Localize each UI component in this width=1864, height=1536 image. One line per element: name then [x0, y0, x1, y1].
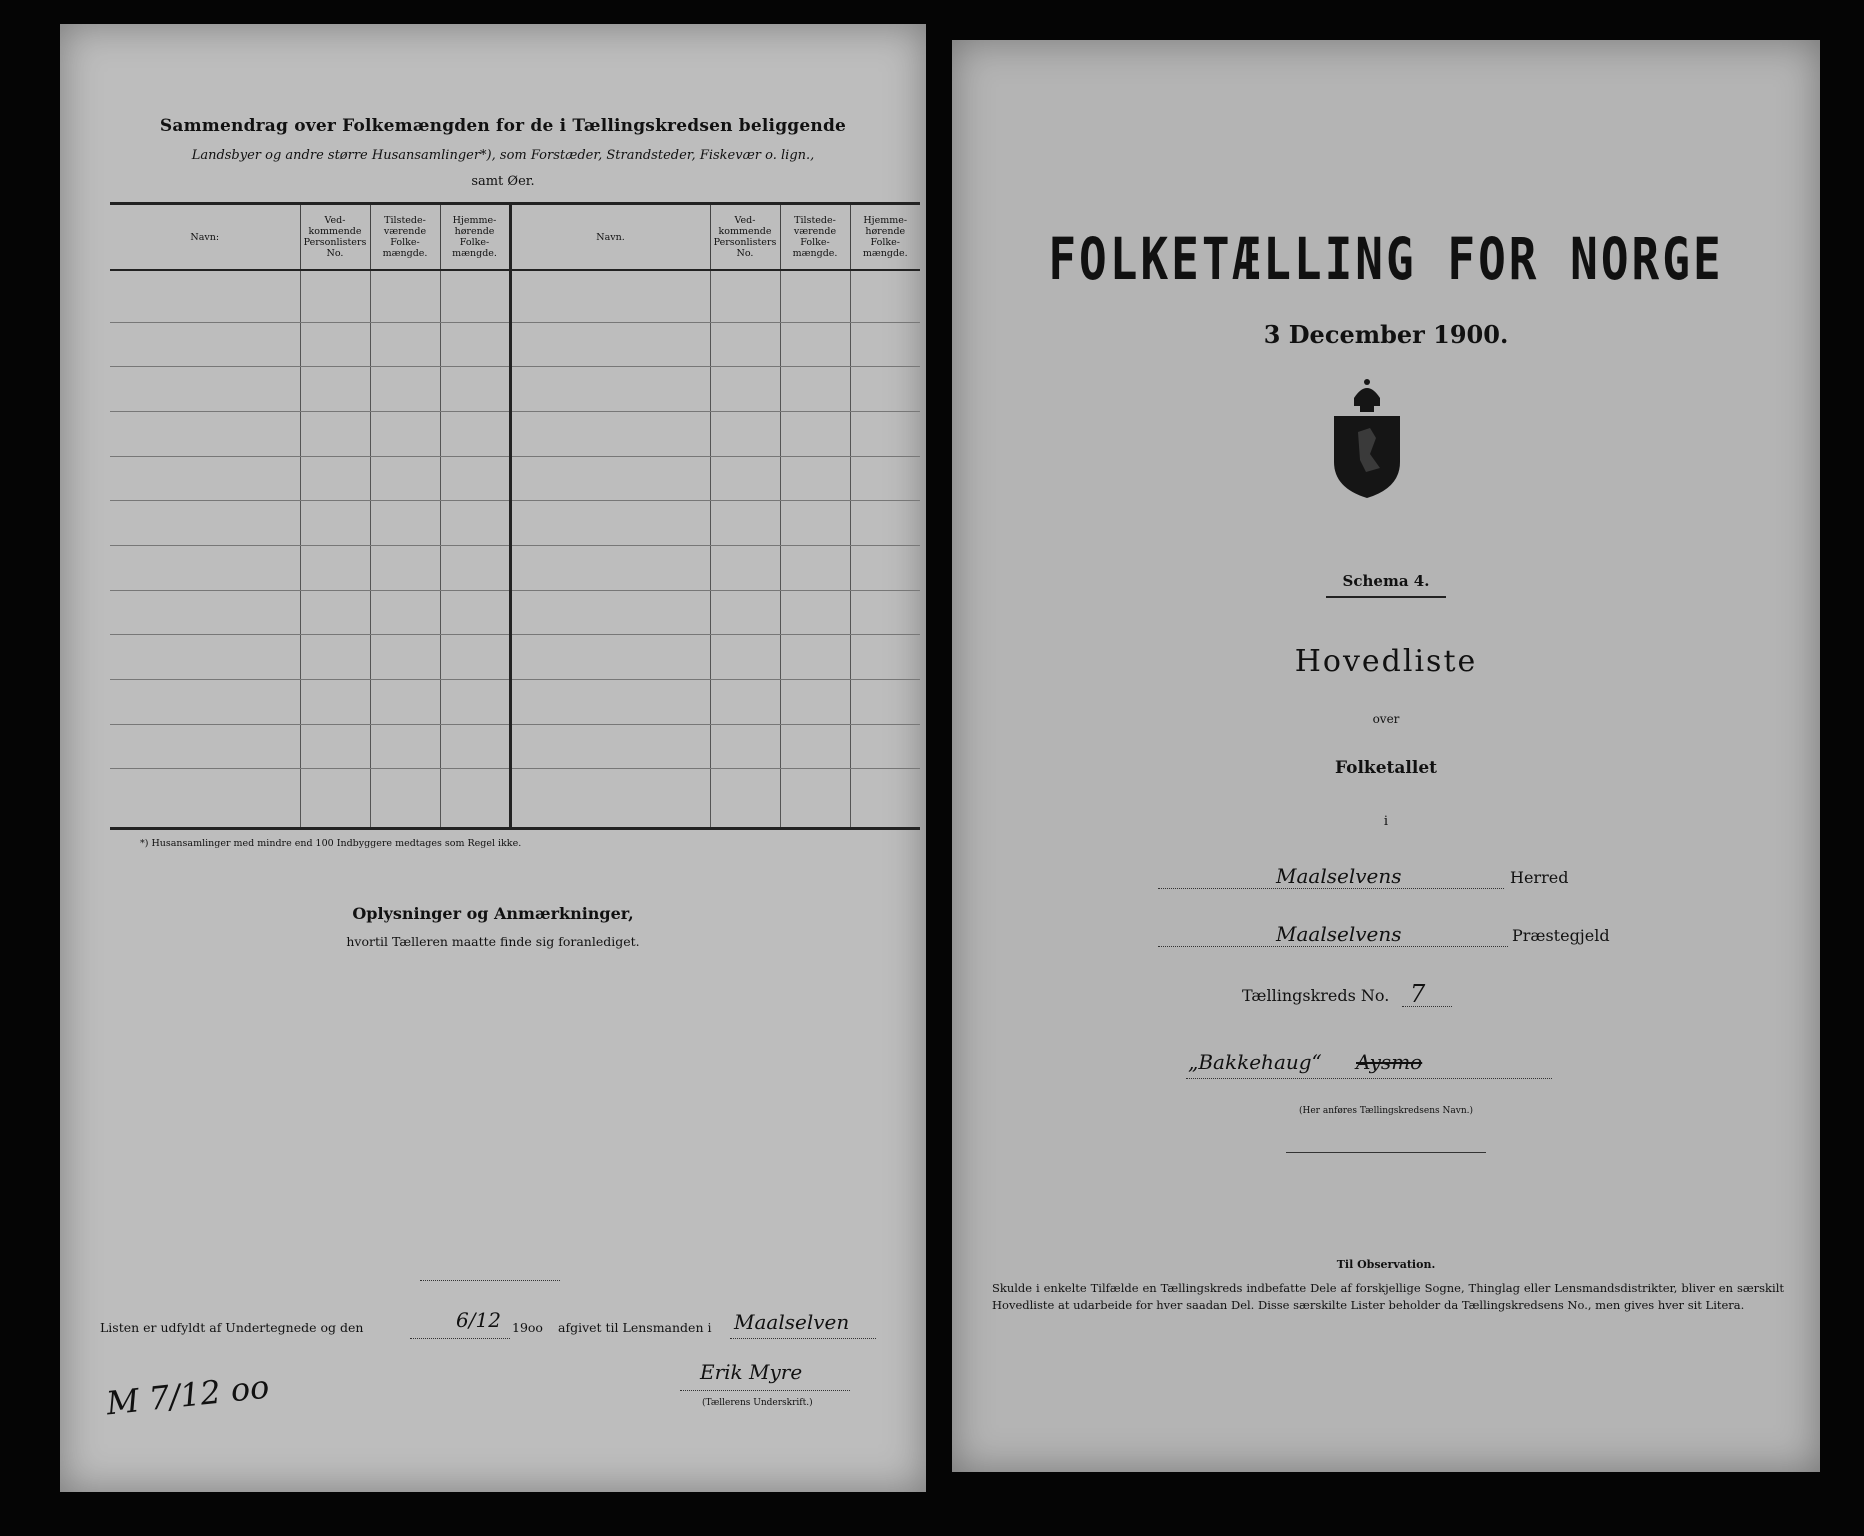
table-cell — [510, 270, 710, 322]
table-cell — [110, 456, 300, 501]
krets-number-dotline — [1402, 1006, 1452, 1007]
table-cell — [300, 501, 370, 546]
listen-prefix: Listen er udfyldt af Undertegnede og den — [100, 1320, 364, 1335]
table-cell — [300, 724, 370, 769]
census-date: 3 December 1900. — [1263, 320, 1509, 349]
table-cell — [510, 411, 710, 456]
table-cell — [510, 724, 710, 769]
table-row — [110, 724, 920, 769]
herred-row — [952, 864, 1820, 894]
table-cell — [370, 456, 440, 501]
table-cell — [850, 545, 920, 590]
table-cell — [300, 590, 370, 635]
header-personlisters-2: Ved-kommende Personlisters No. — [710, 204, 780, 271]
table-cell — [300, 456, 370, 501]
table-cell — [440, 456, 510, 501]
place-dotline — [730, 1338, 876, 1339]
table-cell — [780, 680, 850, 725]
herred-value: Maalselvens — [1276, 864, 1402, 888]
table-cell — [440, 322, 510, 367]
signature-dotline — [680, 1390, 850, 1391]
table-cell — [710, 367, 780, 412]
table-cell — [710, 270, 780, 322]
table-cell — [440, 411, 510, 456]
dotted-line — [420, 1280, 560, 1281]
table-cell — [370, 501, 440, 546]
table-cell — [300, 322, 370, 367]
observation-title: Til Observation. — [1336, 1258, 1436, 1271]
summary-subtitle: Landsbyer og andre større Husansamlinger*), som Forstæder, Strandsteder, Fiskevær o. lign., — [191, 148, 815, 163]
prestegjeld-label: Præstegjeld — [1512, 926, 1610, 945]
listen-date: 6/12 — [456, 1308, 501, 1332]
header-personlisters-1: Ved-kommende Personlisters No. — [300, 204, 370, 271]
table-row — [110, 367, 920, 412]
table-cell — [300, 680, 370, 725]
table-cell — [850, 411, 920, 456]
table-cell — [780, 590, 850, 635]
header-tilstede-2: Tilstede-værende Folke-mængde. — [780, 204, 850, 271]
table-body — [110, 270, 920, 829]
header-hjemme-2: Hjemme-hørende Folke-mængde. — [850, 204, 920, 271]
table-cell — [780, 635, 850, 680]
table-cell — [110, 322, 300, 367]
table-cell — [510, 456, 710, 501]
table-row — [110, 769, 920, 829]
table-cell — [110, 590, 300, 635]
table-cell — [850, 322, 920, 367]
herred-label: Herred — [1510, 868, 1569, 887]
table-cell — [850, 590, 920, 635]
krets-name-struck: Aysmo — [1356, 1050, 1423, 1074]
table-row — [110, 545, 920, 590]
listen-year: 19oo — [512, 1320, 543, 1335]
table-cell — [710, 322, 780, 367]
table-cell — [370, 769, 440, 829]
table-cell — [710, 501, 780, 546]
table-cell — [370, 322, 440, 367]
main-title: FOLKETÆLLING FOR NORGE — [1048, 225, 1724, 293]
table-cell — [510, 680, 710, 725]
schema-underline — [1326, 596, 1446, 598]
table-cell — [110, 680, 300, 725]
table-cell — [110, 501, 300, 546]
table-row — [110, 635, 920, 680]
listen-place: Maalselven — [734, 1310, 850, 1334]
over-label: over — [1372, 712, 1400, 726]
table-cell — [370, 590, 440, 635]
table-cell — [710, 411, 780, 456]
table-cell — [300, 635, 370, 680]
table-cell — [710, 724, 780, 769]
table-cell — [440, 769, 510, 829]
left-page — [60, 24, 926, 1492]
table-cell — [850, 635, 920, 680]
table-cell — [370, 270, 440, 322]
table-header-row — [110, 204, 920, 271]
table-cell — [780, 724, 850, 769]
herred-dotline — [1158, 888, 1504, 889]
table-cell — [710, 635, 780, 680]
table-cell — [440, 724, 510, 769]
right-page — [952, 40, 1820, 1472]
table-cell — [850, 501, 920, 546]
table-cell — [370, 367, 440, 412]
footnote: *) Husansamlinger med mindre end 100 Indbyggere medtages som Regel ikke. — [140, 838, 522, 849]
table-row — [110, 270, 920, 322]
table-cell — [510, 322, 710, 367]
table-cell — [110, 270, 300, 322]
table-cell — [440, 545, 510, 590]
table-row — [110, 680, 920, 725]
table-cell — [440, 680, 510, 725]
table-row — [110, 590, 920, 635]
table-cell — [710, 590, 780, 635]
margin-note: M 7/12 oo — [104, 1367, 272, 1423]
table-cell — [850, 456, 920, 501]
notes-subtitle: hvortil Tælleren maatte finde sig foranlediget. — [346, 934, 640, 949]
table-cell — [300, 769, 370, 829]
krets-row — [952, 982, 1820, 1012]
table-cell — [510, 545, 710, 590]
table-cell — [300, 367, 370, 412]
table-cell — [440, 590, 510, 635]
signature: Erik Myre — [700, 1360, 803, 1384]
krets-number: 7 — [1410, 980, 1426, 1008]
prestegjeld-dotline — [1158, 946, 1508, 947]
table-cell — [370, 724, 440, 769]
table-cell — [110, 367, 300, 412]
listen-mid: afgivet til Lensmanden i — [558, 1320, 712, 1335]
coat-of-arms-icon — [1330, 376, 1404, 500]
table-cell — [710, 769, 780, 829]
table-row — [110, 456, 920, 501]
table-cell — [780, 769, 850, 829]
header-hjemme-1: Hjemme-hørende Folke-mængde. — [440, 204, 510, 271]
table-cell — [850, 270, 920, 322]
table-cell — [780, 456, 850, 501]
table-cell — [110, 635, 300, 680]
table-cell — [370, 635, 440, 680]
table-cell — [850, 680, 920, 725]
header-navn-1: Navn: — [110, 204, 300, 271]
krets-name-dotline — [1186, 1078, 1552, 1079]
krets-name-row — [952, 1050, 1820, 1080]
table-cell — [110, 769, 300, 829]
table-cell — [300, 270, 370, 322]
table-cell — [850, 769, 920, 829]
table-row — [110, 501, 920, 546]
table-cell — [710, 680, 780, 725]
prestegjeld-row — [952, 920, 1820, 950]
folketallet-title: Folketallet — [1335, 758, 1437, 778]
table-cell — [850, 367, 920, 412]
summary-subtitle-2: samt Øer. — [471, 174, 535, 189]
summary-table — [110, 202, 920, 830]
table-cell — [510, 590, 710, 635]
summary-title: Sammendrag over Folkemængden for de i Tællingskredsen beliggende — [159, 116, 847, 136]
i-label: i — [1383, 814, 1389, 829]
table-cell — [780, 501, 850, 546]
table-cell — [300, 411, 370, 456]
table-cell — [440, 501, 510, 546]
table-cell — [710, 545, 780, 590]
header-navn-2: Navn. — [510, 204, 710, 271]
divider-rule — [1286, 1152, 1486, 1153]
schema-number: Schema 4. — [1342, 572, 1430, 590]
signature-caption: (Tællerens Underskrift.) — [702, 1398, 813, 1408]
table-cell — [510, 501, 710, 546]
table-cell — [710, 456, 780, 501]
table-cell — [510, 769, 710, 829]
krets-label: Tællingskreds No. — [1242, 986, 1390, 1005]
table-cell — [370, 411, 440, 456]
table-cell — [780, 322, 850, 367]
table-cell — [780, 367, 850, 412]
header-tilstede-1: Tilstede-værende Folke-mængde. — [370, 204, 440, 271]
table-cell — [440, 270, 510, 322]
notes-title: Oplysninger og Anmærkninger, — [352, 904, 634, 923]
table-cell — [300, 545, 370, 590]
table-cell — [370, 680, 440, 725]
table-cell — [110, 545, 300, 590]
table-cell — [780, 411, 850, 456]
table-cell — [370, 545, 440, 590]
prestegjeld-value: Maalselvens — [1276, 922, 1402, 946]
table-cell — [850, 724, 920, 769]
table-row — [110, 411, 920, 456]
table-cell — [510, 635, 710, 680]
table-cell — [440, 635, 510, 680]
table-cell — [780, 545, 850, 590]
observation-text: Skulde i enkelte Tilfælde en Tællingskreds indbefatte Dele af forskjellige Sogne, Thinglag eller Lensmandsdistrikter, bliver en særskilt Hovedliste at udarbeide for hver saadan Del. Disse særskilte Lister beholder da Tællingskredsens No., men gives hver sit Litera. — [992, 1281, 1784, 1312]
table-cell — [110, 411, 300, 456]
date-dotline — [410, 1338, 510, 1339]
krets-caption: (Her anføres Tællingskredsens Navn.) — [1298, 1106, 1473, 1116]
krets-name: „Bakkehaug“ — [1188, 1050, 1322, 1074]
table-cell — [510, 367, 710, 412]
table-cell — [780, 270, 850, 322]
table-row — [110, 322, 920, 367]
hovedliste-title: Hovedliste — [1294, 644, 1478, 679]
table-cell — [110, 724, 300, 769]
table-cell — [440, 367, 510, 412]
